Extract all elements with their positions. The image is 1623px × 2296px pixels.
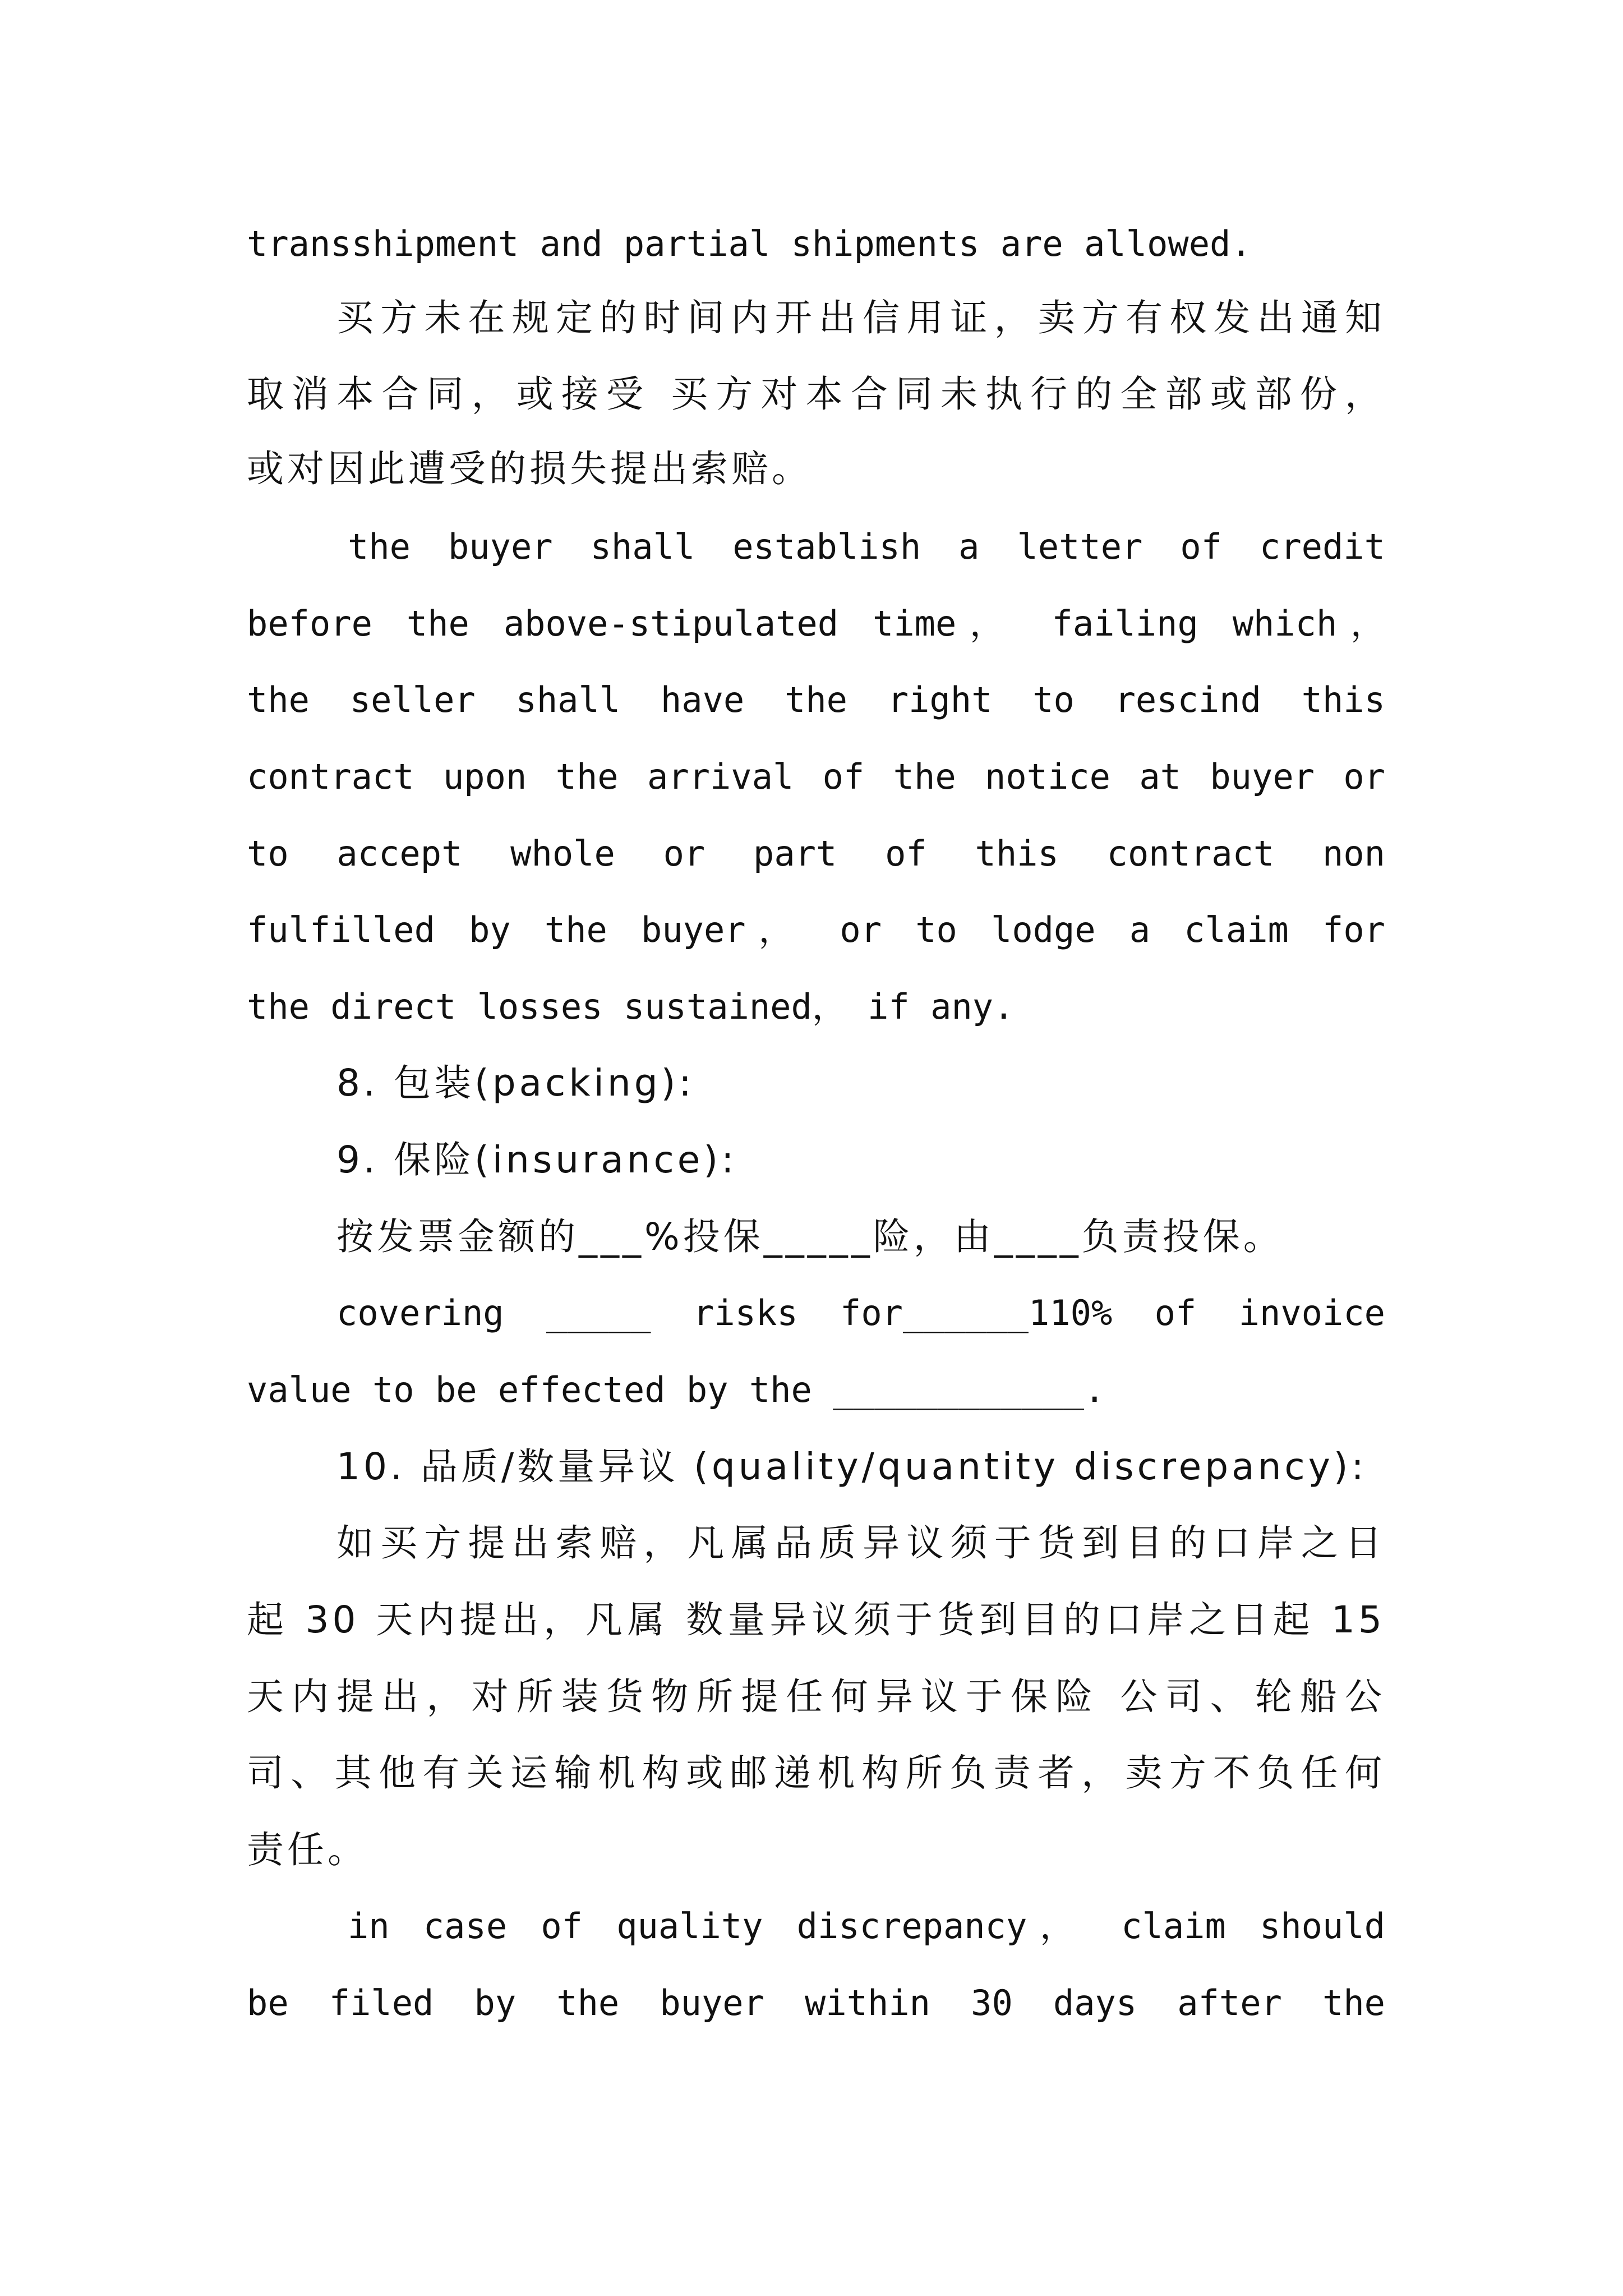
section-heading: 10. 品质/数量异议 (quality/quantity discrepancy):: [336, 1445, 1367, 1488]
text-line: 或对因此遭受的损失提出索赔。: [247, 447, 812, 490]
text-line: the seller shall have the right to rescind this: [247, 679, 1385, 720]
text-line: the direct losses sustained， if any.: [247, 986, 1015, 1027]
text-line: contract upon the arrival of the notice at buyer or: [247, 756, 1385, 797]
text-line: 按发票金额的___%投保_____险，由____负责投保。: [336, 1215, 1284, 1258]
text-line: fulfilled by the buyer， or to lodge a claim for: [247, 909, 1385, 950]
text-line: the buyer shall establish a letter of credit: [348, 526, 1385, 567]
text-line: value to be effected by the ____________.: [247, 1369, 1105, 1410]
text-line: covering _____ risks for______110% of invoice: [336, 1292, 1385, 1333]
text-line: 买方未在规定的时间内开出信用证，卖方有权发出通知: [336, 296, 1385, 339]
section-heading: 8. 包装(packing):: [336, 1061, 695, 1105]
text-line: to accept whole or part of this contract non: [247, 833, 1385, 874]
text-line: transshipment and partial shipments are allowed.: [247, 223, 1252, 264]
text-line: in case of quality discrepancy， claim should: [348, 1906, 1385, 1947]
text-line: 司、其他有关运输机构或邮递机构所负责者，卖方不负任何: [247, 1751, 1385, 1795]
text-line: 起 30 天内提出，凡属 数量异议须于货到目的口岸之日起 15: [247, 1598, 1385, 1641]
text-line: 天内提出，对所装货物所提任何异议于保险 公司、轮船公: [247, 1675, 1385, 1718]
text-line: 取消本合同，或接受 买方对本合同未执行的全部或部份，: [247, 372, 1385, 416]
text-line: 如买方提出索赔，凡属品质异议须于货到目的口岸之日: [336, 1521, 1385, 1565]
text-line: be filed by the buyer within 30 days after the: [247, 1982, 1385, 2023]
text-line: 责任。: [247, 1828, 368, 1871]
text-line: before the above-stipulated time， failing which，: [247, 603, 1385, 644]
section-heading: 9. 保险(insurance):: [336, 1138, 737, 1181]
